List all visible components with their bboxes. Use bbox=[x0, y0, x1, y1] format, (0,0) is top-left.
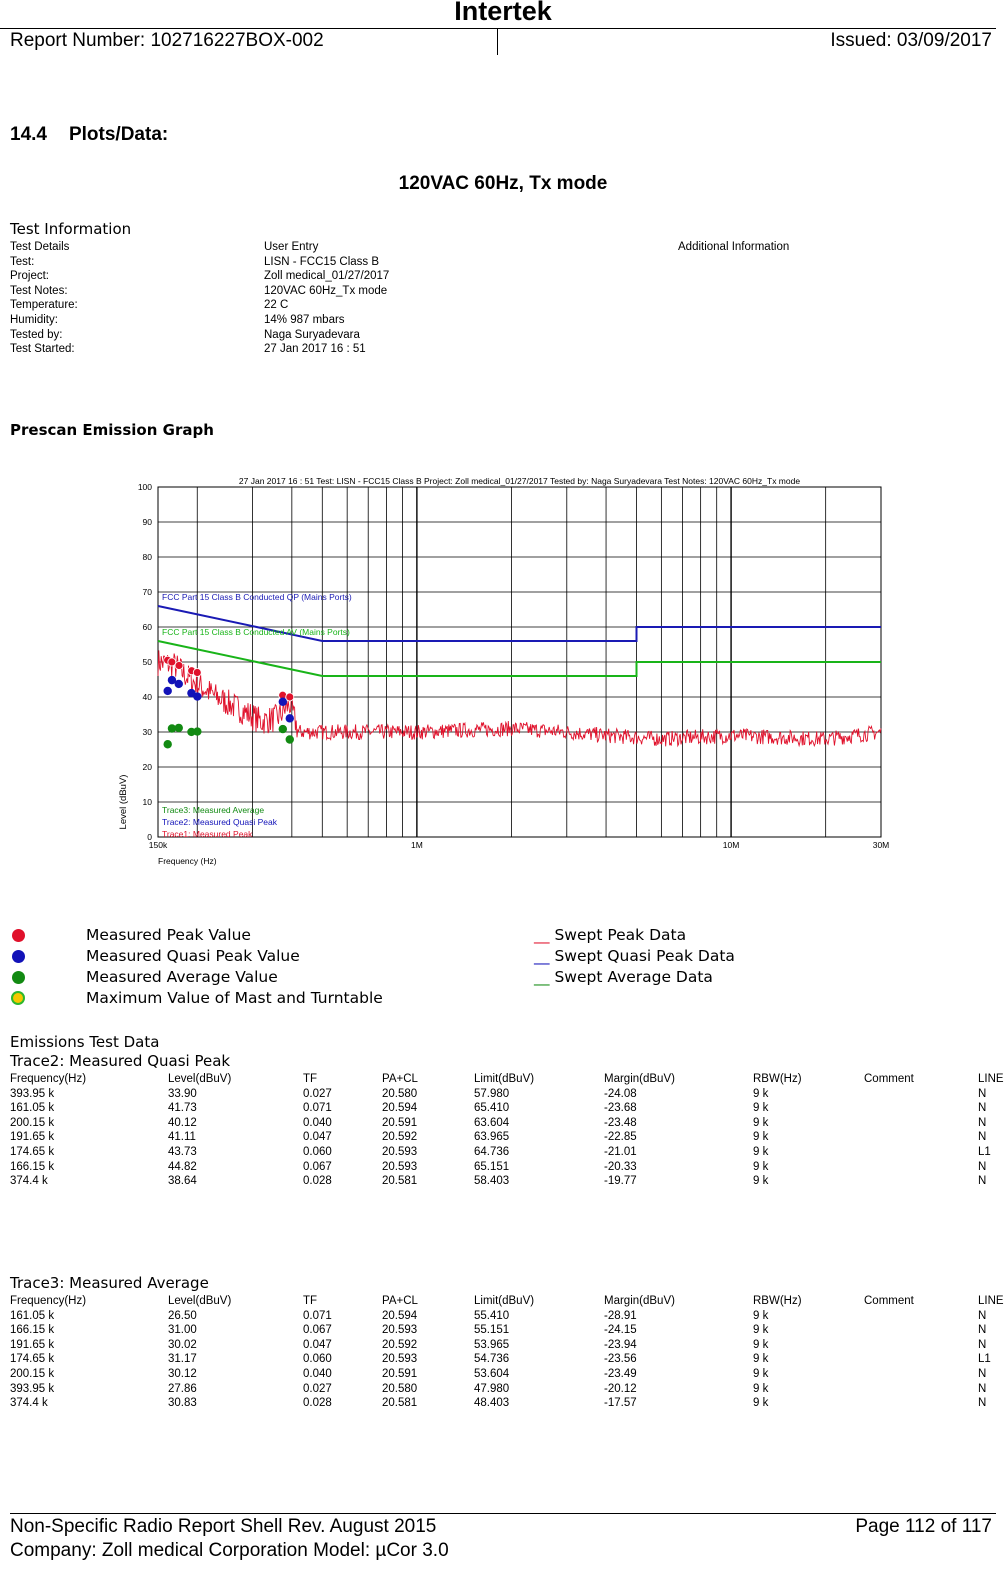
table-cell: 65.410 bbox=[474, 1102, 510, 1115]
ti-label: Humidity: bbox=[10, 313, 58, 326]
table-cell: 0.067 bbox=[303, 1160, 332, 1173]
table-cell: 30.83 bbox=[168, 1397, 197, 1410]
table-cell: 9 k bbox=[753, 1087, 769, 1100]
table-cell: 0.047 bbox=[303, 1131, 332, 1144]
table-cell: -28.91 bbox=[604, 1309, 637, 1322]
table-cell: N bbox=[978, 1087, 987, 1100]
table-cell: N bbox=[978, 1116, 987, 1129]
legend-swept-average-label: Swept Average Data bbox=[554, 968, 713, 986]
table-cell: N bbox=[978, 1160, 987, 1173]
ti-col-user-entry: User Entry bbox=[264, 241, 319, 253]
table-cell: 191.65 k bbox=[10, 1131, 55, 1144]
table-cell: 47.980 bbox=[474, 1382, 510, 1395]
quasi-peak-point bbox=[286, 714, 294, 722]
table-cell: -23.49 bbox=[604, 1368, 637, 1380]
section-title bbox=[10, 124, 168, 146]
table-cell: 41.11 bbox=[168, 1131, 196, 1144]
table-row bbox=[10, 1339, 1006, 1353]
table-cell: 20.593 bbox=[382, 1324, 418, 1337]
table-row bbox=[10, 1088, 1006, 1102]
column-header: PA+CL bbox=[382, 1295, 418, 1307]
table-cell: -20.33 bbox=[604, 1160, 637, 1173]
report-number: Report Number: 102716227BOX-002 bbox=[10, 30, 324, 51]
header-divider bbox=[497, 29, 498, 55]
table-cell: 20.593 bbox=[382, 1160, 418, 1173]
table-cell: -21.01 bbox=[604, 1146, 637, 1158]
table-cell: L1 bbox=[978, 1146, 991, 1158]
table-cell: 48.403 bbox=[474, 1397, 510, 1410]
table-cell: N bbox=[978, 1382, 987, 1395]
prescan-heading: Prescan Emission Graph bbox=[10, 421, 214, 439]
ti-row bbox=[10, 342, 789, 357]
legend-max-mast-label: Maximum Value of Mast and Turntable bbox=[86, 989, 383, 1007]
x-tick-label: 10M bbox=[722, 840, 740, 850]
ti-row bbox=[10, 298, 789, 313]
legend bbox=[10, 924, 1000, 1020]
table-cell: 393.95 k bbox=[10, 1382, 55, 1395]
table-cell: 0.047 bbox=[303, 1338, 332, 1351]
table-cell: 166.15 k bbox=[10, 1324, 55, 1337]
x-axis-label: Frequency (Hz) bbox=[158, 856, 217, 866]
legend-swept-average-dash: __ bbox=[534, 968, 550, 986]
column-header: Frequency(Hz) bbox=[10, 1073, 87, 1085]
table-cell: 20.592 bbox=[382, 1131, 418, 1144]
table-cell: 166.15 k bbox=[10, 1160, 55, 1173]
ti-value: LISN - FCC15 Class B bbox=[264, 255, 380, 268]
section-number: 14.4 bbox=[10, 124, 47, 145]
quasi-peak-point bbox=[187, 689, 195, 697]
quasi-peak-point bbox=[279, 698, 287, 706]
table-cell: N bbox=[978, 1309, 987, 1322]
table-cell: 200.15 k bbox=[10, 1368, 55, 1380]
ti-row bbox=[10, 269, 789, 284]
ti-col-details: Test Details bbox=[10, 241, 70, 253]
table-cell: -20.12 bbox=[604, 1382, 637, 1395]
table-cell: 161.05 k bbox=[10, 1102, 55, 1115]
table-cell: 0.040 bbox=[303, 1368, 332, 1380]
legend-swept-average bbox=[534, 968, 713, 986]
legend-swept-quasi-peak-label: Swept Quasi Peak Data bbox=[554, 947, 735, 965]
peak-marker bbox=[286, 693, 294, 701]
table-cell: 20.593 bbox=[382, 1353, 418, 1366]
table-cell: -23.94 bbox=[604, 1338, 637, 1351]
peak-marker bbox=[168, 658, 176, 666]
column-header: RBW(Hz) bbox=[753, 1073, 802, 1085]
trace3-table bbox=[10, 1295, 1006, 1415]
table-cell: 9 k bbox=[753, 1397, 769, 1410]
emissions-heading-block bbox=[10, 1033, 230, 1071]
column-header: Limit(dBuV) bbox=[474, 1073, 535, 1085]
table-cell: -23.56 bbox=[604, 1353, 637, 1366]
ti-label: Project: bbox=[10, 270, 49, 283]
y-tick-label: 100 bbox=[137, 482, 152, 492]
column-header: LINE bbox=[978, 1295, 1004, 1307]
column-header: Margin(dBuV) bbox=[604, 1073, 675, 1085]
ti-row bbox=[10, 313, 789, 328]
table-header-row bbox=[10, 1073, 1006, 1087]
emission-chart bbox=[110, 478, 890, 878]
trace2-table bbox=[10, 1073, 1006, 1193]
issued-date: Issued: 03/09/2017 bbox=[830, 30, 992, 51]
quasi-peak-point bbox=[163, 687, 171, 695]
table-cell: 38.64 bbox=[168, 1175, 197, 1188]
y-tick-label: 80 bbox=[142, 552, 152, 562]
table-cell: 20.591 bbox=[382, 1116, 418, 1129]
x-tick-label: 30M bbox=[872, 840, 890, 850]
table-cell: 0.027 bbox=[303, 1382, 332, 1395]
table-cell: 393.95 k bbox=[10, 1087, 55, 1100]
table-cell: 31.17 bbox=[168, 1353, 197, 1366]
average-point bbox=[163, 740, 171, 748]
ti-value: 22 C bbox=[264, 299, 289, 312]
column-header: Comment bbox=[864, 1295, 914, 1307]
footer-shell: Non-Specific Radio Report Shell Rev. August 2015 bbox=[10, 1516, 437, 1537]
ti-row bbox=[10, 284, 789, 299]
table-cell: 174.65 k bbox=[10, 1146, 55, 1158]
table-cell: 55.410 bbox=[474, 1309, 510, 1322]
y-axis-label: Level (dBuV) bbox=[118, 774, 129, 830]
table-cell: -22.85 bbox=[604, 1131, 637, 1144]
column-header: PA+CL bbox=[382, 1073, 418, 1085]
chart-legend-entry: Trace2: Measured Quasi Peak bbox=[162, 817, 277, 827]
table-cell: 53.604 bbox=[474, 1368, 510, 1380]
table-cell: 0.071 bbox=[303, 1102, 332, 1115]
table-row bbox=[10, 1353, 1006, 1367]
table-cell: -24.15 bbox=[604, 1324, 637, 1337]
table-cell: 44.82 bbox=[168, 1160, 197, 1173]
y-tick-label: 90 bbox=[142, 517, 152, 527]
table-cell: 161.05 k bbox=[10, 1309, 55, 1322]
legend-peak-label: Measured Peak Value bbox=[86, 926, 251, 944]
table-row bbox=[10, 1117, 1006, 1131]
test-information-table bbox=[10, 240, 789, 357]
table-cell: N bbox=[978, 1175, 987, 1188]
table-cell: 30.12 bbox=[168, 1368, 197, 1380]
table-cell: -17.57 bbox=[604, 1397, 637, 1410]
table-row bbox=[10, 1383, 1006, 1397]
table-cell: 30.02 bbox=[168, 1338, 197, 1351]
table-row bbox=[10, 1161, 1006, 1175]
table-cell: 374.4 k bbox=[10, 1175, 48, 1188]
legend-average-dot bbox=[12, 971, 25, 984]
table-cell: 0.028 bbox=[303, 1175, 332, 1188]
table-cell: N bbox=[978, 1368, 987, 1380]
legend-quasi-peak-dot bbox=[12, 950, 25, 963]
table-cell: 9 k bbox=[753, 1382, 769, 1395]
table-cell: L1 bbox=[978, 1353, 991, 1366]
table-cell: 9 k bbox=[753, 1338, 769, 1351]
column-header: RBW(Hz) bbox=[753, 1295, 802, 1307]
column-header: Comment bbox=[864, 1073, 914, 1085]
table-row bbox=[10, 1102, 1006, 1116]
average-point bbox=[175, 724, 183, 732]
table-cell: 0.040 bbox=[303, 1116, 332, 1129]
table-cell: 20.580 bbox=[382, 1087, 418, 1100]
ti-row bbox=[10, 328, 789, 343]
table-row bbox=[10, 1310, 1006, 1324]
table-cell: 20.591 bbox=[382, 1368, 418, 1380]
legend-swept-peak-dash: __ bbox=[534, 926, 550, 944]
ti-label: Temperature: bbox=[10, 299, 78, 312]
table-row bbox=[10, 1175, 1006, 1189]
column-header: Margin(dBuV) bbox=[604, 1295, 675, 1307]
average-point bbox=[193, 727, 201, 735]
legend-swept-peak-label: Swept Peak Data bbox=[554, 926, 687, 944]
legend-max-mast-dot bbox=[13, 993, 23, 1003]
table-cell: 9 k bbox=[753, 1175, 769, 1188]
company-name: Intertek bbox=[454, 0, 552, 26]
table-cell: 53.965 bbox=[474, 1338, 510, 1351]
footer-page: Page 112 of 117 bbox=[855, 1516, 992, 1537]
column-header: Limit(dBuV) bbox=[474, 1295, 535, 1307]
y-tick-label: 70 bbox=[142, 587, 152, 597]
table-cell: N bbox=[978, 1131, 987, 1144]
table-cell: 40.12 bbox=[168, 1116, 197, 1129]
y-tick-label: 20 bbox=[142, 762, 152, 772]
peak-marker bbox=[175, 662, 183, 670]
table-cell: -23.48 bbox=[604, 1116, 637, 1129]
table-cell: 20.581 bbox=[382, 1397, 418, 1410]
column-header: Level(dBuV) bbox=[168, 1073, 232, 1085]
table-cell: 63.604 bbox=[474, 1116, 510, 1129]
table-cell: 27.86 bbox=[168, 1382, 197, 1395]
ti-value: 120VAC 60Hz_Tx mode bbox=[264, 284, 388, 297]
y-tick-label: 40 bbox=[142, 692, 152, 702]
table-cell: -24.08 bbox=[604, 1087, 637, 1100]
table-cell: 33.90 bbox=[168, 1087, 197, 1100]
table-cell: 0.067 bbox=[303, 1324, 332, 1337]
header-rule bbox=[0, 28, 996, 29]
table-row bbox=[10, 1324, 1006, 1338]
table-row bbox=[10, 1397, 1006, 1411]
x-tick-label: 1M bbox=[410, 840, 423, 850]
column-header: TF bbox=[303, 1295, 318, 1307]
table-cell: 374.4 k bbox=[10, 1397, 48, 1410]
table-cell: 65.151 bbox=[474, 1160, 510, 1173]
y-tick-label: 10 bbox=[142, 797, 152, 807]
table-cell: N bbox=[978, 1324, 987, 1337]
table-cell: 0.060 bbox=[303, 1353, 332, 1366]
table-cell: 0.060 bbox=[303, 1146, 332, 1158]
table-cell: N bbox=[978, 1397, 987, 1410]
y-tick-label: 60 bbox=[142, 622, 152, 632]
table-cell: 9 k bbox=[753, 1309, 769, 1322]
table-cell: 9 k bbox=[753, 1324, 769, 1337]
ti-label: Test Notes: bbox=[10, 284, 68, 297]
table-cell: 54.736 bbox=[474, 1353, 510, 1366]
legend-average-label: Measured Average Value bbox=[86, 968, 278, 986]
chart-title: 27 Jan 2017 16 : 51 Test: LISN - FCC15 Class B Project: Zoll medical_01/27/2017 Tested by: Naga Suryadevara Test Notes: 120VAC 60Hz_Tx mode bbox=[238, 478, 801, 486]
test-information-header-row bbox=[10, 240, 789, 255]
table-row bbox=[10, 1146, 1006, 1160]
table-cell: -19.77 bbox=[604, 1175, 637, 1188]
legend-swept-peak bbox=[534, 926, 686, 944]
table-cell: 20.593 bbox=[382, 1146, 418, 1158]
plot-title: 120VAC 60Hz, Tx mode bbox=[398, 173, 608, 194]
section-heading: Plots/Data: bbox=[68, 124, 169, 145]
average-point bbox=[286, 735, 294, 743]
table-cell: 200.15 k bbox=[10, 1116, 55, 1129]
test-information-heading: Test Information bbox=[10, 220, 132, 238]
table-cell: 0.028 bbox=[303, 1397, 332, 1410]
emissions-heading: Emissions Test Data bbox=[10, 1033, 160, 1051]
table-cell: 20.594 bbox=[382, 1102, 418, 1115]
legend-peak-dot bbox=[12, 929, 25, 942]
table-cell: 41.73 bbox=[168, 1102, 197, 1115]
x-tick-label: 150k bbox=[148, 840, 168, 850]
ti-col-additional: Additional Information bbox=[678, 241, 790, 253]
y-tick-label: 50 bbox=[142, 657, 152, 667]
table-cell: 31.00 bbox=[168, 1324, 197, 1337]
limit-line-label: FCC Part 15 Class B Conducted QP (Mains Ports) bbox=[162, 592, 352, 602]
column-header: TF bbox=[303, 1073, 318, 1085]
table-cell: 9 k bbox=[753, 1131, 769, 1144]
table-cell: 20.580 bbox=[382, 1382, 418, 1395]
table-cell: 57.980 bbox=[474, 1087, 510, 1100]
table-header-row bbox=[10, 1295, 1006, 1309]
column-header: LINE bbox=[978, 1073, 1004, 1085]
chart-legend-entry: Trace3: Measured Average bbox=[162, 805, 265, 815]
ti-value: Naga Suryadevara bbox=[264, 328, 360, 341]
limit-line-label: FCC Part 15 Class B Conducted AV (Mains Ports) bbox=[162, 627, 350, 637]
quasi-peak-point bbox=[168, 676, 176, 684]
table-cell: 20.592 bbox=[382, 1338, 418, 1351]
y-tick-label: 30 bbox=[142, 727, 152, 737]
legend-swept-quasi-peak bbox=[534, 947, 735, 965]
legend-swept-quasi-peak-dash: __ bbox=[534, 947, 550, 965]
column-header: Level(dBuV) bbox=[168, 1295, 232, 1307]
table-cell: 26.50 bbox=[168, 1309, 197, 1322]
table-cell: 174.65 k bbox=[10, 1353, 55, 1366]
ti-label: Test Started: bbox=[10, 343, 75, 356]
legend-quasi-peak-label: Measured Quasi Peak Value bbox=[86, 947, 300, 965]
table-row bbox=[10, 1131, 1006, 1145]
table-row bbox=[10, 1368, 1006, 1382]
table-cell: 20.581 bbox=[382, 1175, 418, 1188]
table-cell: 9 k bbox=[753, 1102, 769, 1115]
ti-value: 14% 987 mbars bbox=[264, 313, 345, 326]
ti-value: Zoll medical_01/27/2017 bbox=[264, 270, 390, 283]
table-cell: 9 k bbox=[753, 1353, 769, 1366]
trace3-title: Trace3: Measured Average bbox=[10, 1274, 209, 1292]
table-cell: 43.73 bbox=[168, 1146, 197, 1158]
average-point bbox=[279, 725, 287, 733]
table-cell: 20.594 bbox=[382, 1309, 418, 1322]
table-cell: N bbox=[978, 1338, 987, 1351]
ti-label: Test: bbox=[10, 255, 35, 268]
table-cell: 64.736 bbox=[474, 1146, 510, 1158]
footer-company: Company: Zoll medical Corporation Model: µCor 3.0 bbox=[10, 1540, 449, 1561]
ti-label: Tested by: bbox=[10, 328, 63, 341]
peak-marker bbox=[193, 669, 201, 677]
ti-row bbox=[10, 255, 789, 270]
table-cell: 0.071 bbox=[303, 1309, 332, 1322]
table-cell: 9 k bbox=[753, 1146, 769, 1158]
y-tick-label: 0 bbox=[147, 832, 152, 842]
table-cell: 58.403 bbox=[474, 1175, 510, 1188]
table-cell: 9 k bbox=[753, 1116, 769, 1129]
chart-legend-entry: Trace1: Measured Peak bbox=[162, 829, 253, 839]
table-cell: N bbox=[978, 1102, 987, 1115]
table-cell: -23.68 bbox=[604, 1102, 637, 1115]
table-cell: 9 k bbox=[753, 1160, 769, 1173]
ti-value: 27 Jan 2017 16 : 51 bbox=[264, 343, 366, 356]
footer-rule bbox=[10, 1513, 996, 1514]
table-cell: 63.965 bbox=[474, 1131, 510, 1144]
column-header: Frequency(Hz) bbox=[10, 1295, 87, 1307]
table-cell: 0.027 bbox=[303, 1087, 332, 1100]
table-cell: 9 k bbox=[753, 1368, 769, 1380]
table-cell: 191.65 k bbox=[10, 1338, 55, 1351]
table-cell: 55.151 bbox=[474, 1324, 510, 1337]
trace2-title: Trace2: Measured Quasi Peak bbox=[10, 1052, 231, 1070]
